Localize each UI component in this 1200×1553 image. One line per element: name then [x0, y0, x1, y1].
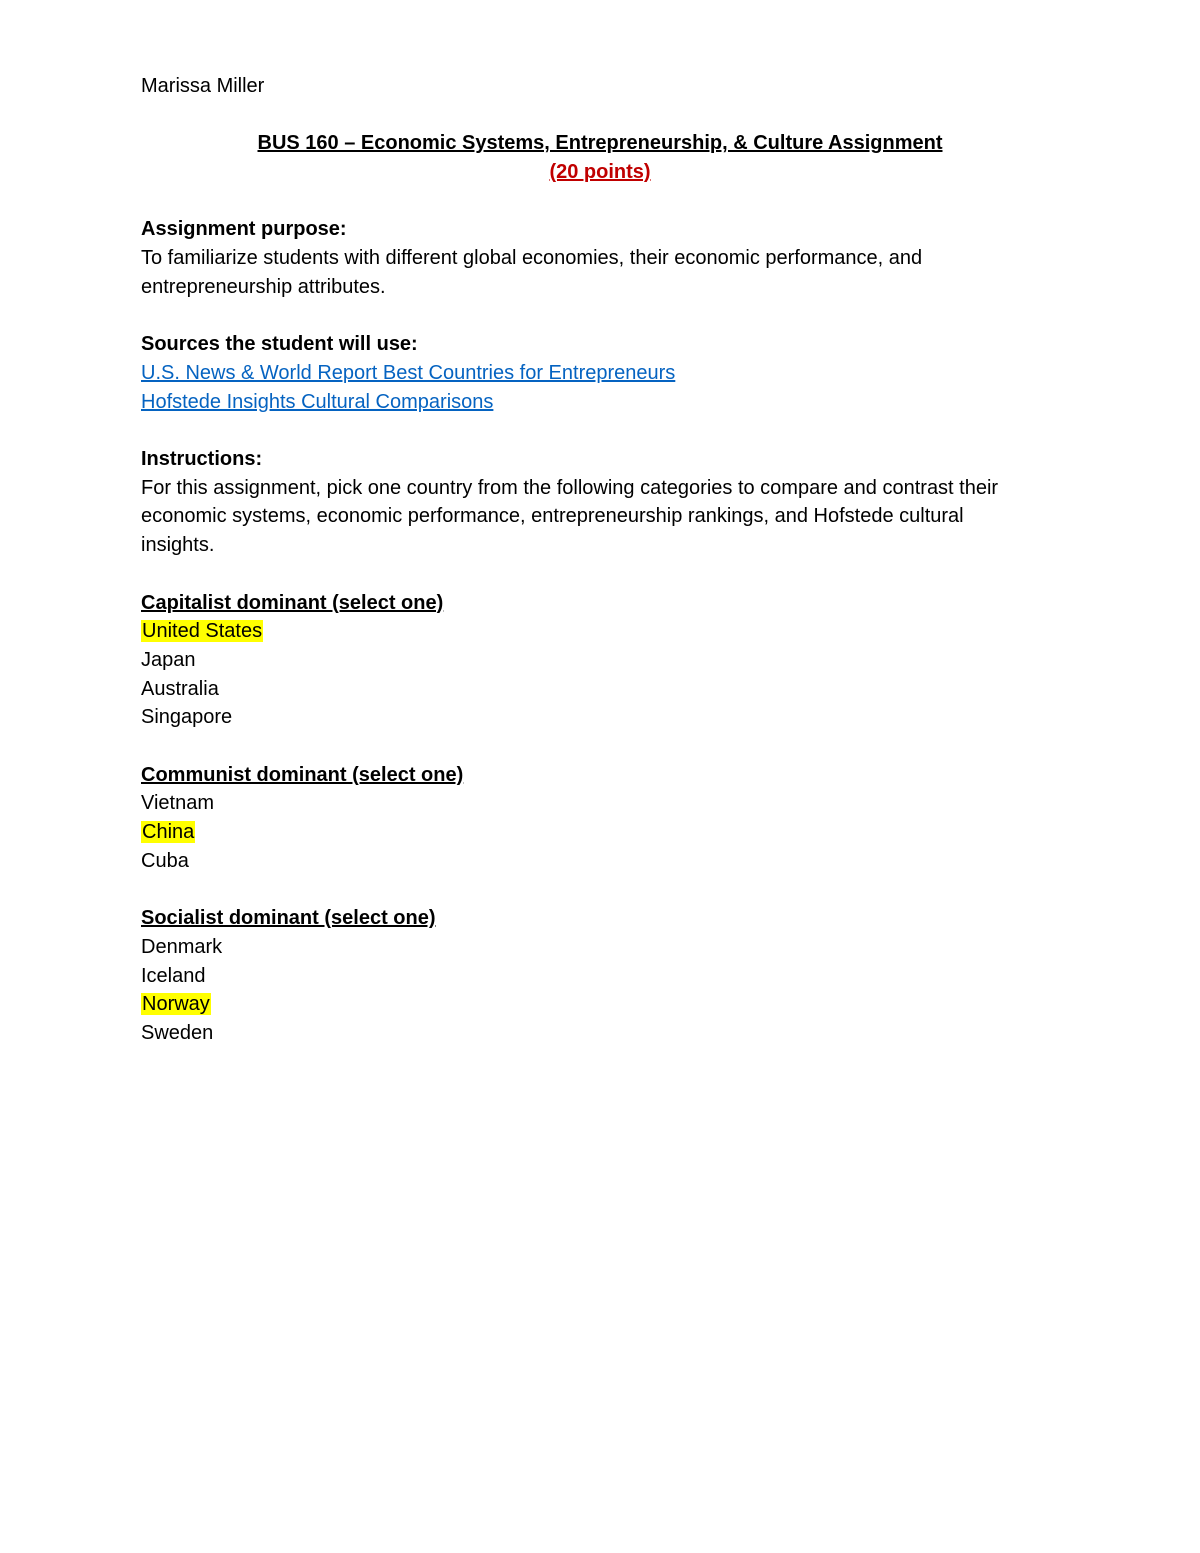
country-item: Australia: [141, 677, 219, 700]
category-socialist: [141, 904, 1059, 1048]
country-item: United States: [142, 620, 263, 643]
author-name: Marissa Miller: [141, 75, 265, 97]
instructions-text: For this assignment, pick one country from the following categories to compare and contrast their economic systems, economic performance, entrepreneurship rankings, and Hofstede cultural insights.: [141, 476, 999, 557]
category-capitalist: [141, 589, 1059, 733]
country-item: Japan: [141, 648, 196, 671]
purpose-text: To familiarize students with different global economies, their economic performance, and entrepreneurship attributes.: [141, 247, 923, 298]
country-item: Sweden: [141, 1022, 214, 1045]
purpose-heading: Assignment purpose:: [141, 218, 347, 241]
country-item: Cuba: [141, 849, 189, 872]
source-link-us-news[interactable]: U.S. News & World Report Best Countries for Entrepreneurs: [141, 361, 676, 384]
category-heading: Communist dominant (select one): [141, 763, 464, 786]
assignment-title: BUS 160 – Economic Systems, Entrepreneurship, & Culture Assignment: [257, 132, 943, 155]
country-item: Vietnam: [141, 792, 215, 815]
sources-heading: Sources the student will use:: [141, 333, 418, 356]
category-communist: [141, 761, 1059, 876]
instructions-heading: Instructions:: [141, 448, 263, 471]
country-item: China: [142, 821, 195, 844]
country-item: Norway: [142, 993, 210, 1016]
points-label: (20 points): [549, 161, 651, 184]
country-item: Denmark: [141, 935, 223, 958]
category-heading: Capitalist dominant (select one): [141, 591, 444, 614]
category-heading: Socialist dominant (select one): [141, 907, 436, 930]
source-link-hofstede[interactable]: Hofstede Insights Cultural Comparisons: [141, 390, 494, 413]
country-item: Iceland: [141, 964, 206, 987]
country-item: Singapore: [141, 706, 233, 729]
